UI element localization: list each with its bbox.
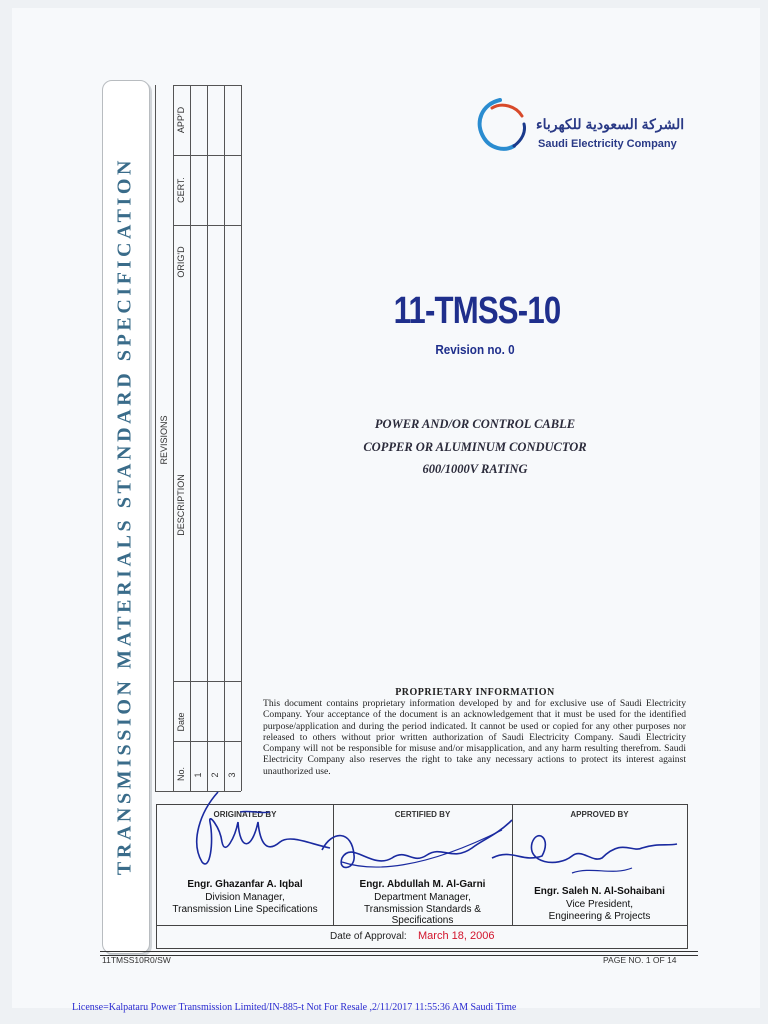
sec-logo-icon [470, 96, 534, 158]
certifier-role: Department Manager, Transmission Standards & Specifications [364, 892, 481, 926]
footer-doc-code: 11TMSS10R0/SW [102, 955, 171, 965]
logo-english-name: Saudi Electricity Company [538, 138, 677, 150]
approval-date-label: Date of Approval: [330, 931, 407, 942]
col-no: No. [176, 766, 186, 782]
originator-name: Engr. Ghazanfar A. Iqbal [187, 879, 303, 890]
col-cert: CERT. [176, 177, 186, 203]
originator-role: Division Manager, Transmission Line Specifications [172, 892, 318, 915]
approver-name: Engr. Saleh N. Al-Sohaibani [534, 886, 665, 897]
title-line-1: POWER AND/OR CONTROL CABLE [374, 417, 576, 431]
col-description: DESCRIPTION [176, 474, 186, 536]
approved-header: APPROVED BY [570, 810, 629, 819]
revisions-group-title: REVISIONS [159, 415, 169, 465]
banner-title: TRANSMISSION MATERIALS STANDARD SPECIFICATION [113, 156, 136, 876]
rev-row-1: 1 [193, 772, 203, 778]
signature-approver [482, 818, 682, 888]
license-line: License=Kalpataru Power Transmission Limited/IN-885-t Not For Resale ,2/11/2017 11:55:36 AM Saudi Time [72, 1002, 517, 1013]
col-origd: ORIG'D [176, 246, 186, 278]
logo-arabic-name: الشركة السعودية للكهرباء [536, 116, 685, 132]
proprietary-title: PROPRIETARY INFORMATION [395, 687, 555, 698]
certified-header: CERTIFIED BY [394, 810, 451, 819]
originated-header: ORIGINATED BY [213, 810, 277, 819]
col-date: Date [176, 712, 186, 732]
col-appd: APP'D [176, 106, 186, 134]
proprietary-text: This document contains proprietary information developed by and for exclusive use of Saudi Electricity Company. Your acceptance of the document is an acknowledgement that it must be used for the identified purpose/application and during the period indicated. It cannot be used or copied for any other purposes nor released to others without prior written authorization of Saudi Electricity Company. Saudi Electricity Company will not be responsible for misuse and/or misapplication, and any harm resulting therefrom. Saudi Electricity Company also reserves the right to take any necessary actions to protect its interest against unauthorized use. [263, 698, 686, 777]
rev-row-3: 3 [227, 772, 237, 778]
footer-page-number: PAGE NO. 1 OF 14 [603, 955, 677, 965]
revision-number: Revision no. 0 [435, 342, 515, 357]
certifier-name: Engr. Abdullah M. Al-Garni [359, 879, 486, 890]
title-line-2: COPPER OR ALUMINUM CONDUCTOR [363, 440, 587, 454]
document-number: 11-TMSS-10 [393, 290, 561, 332]
rev-row-2: 2 [210, 772, 220, 778]
approver-role: Vice President, Engineering & Projects [548, 899, 651, 922]
approval-date-value: March 18, 2006 [418, 930, 495, 942]
title-line-3: 600/1000V RATING [422, 462, 528, 476]
